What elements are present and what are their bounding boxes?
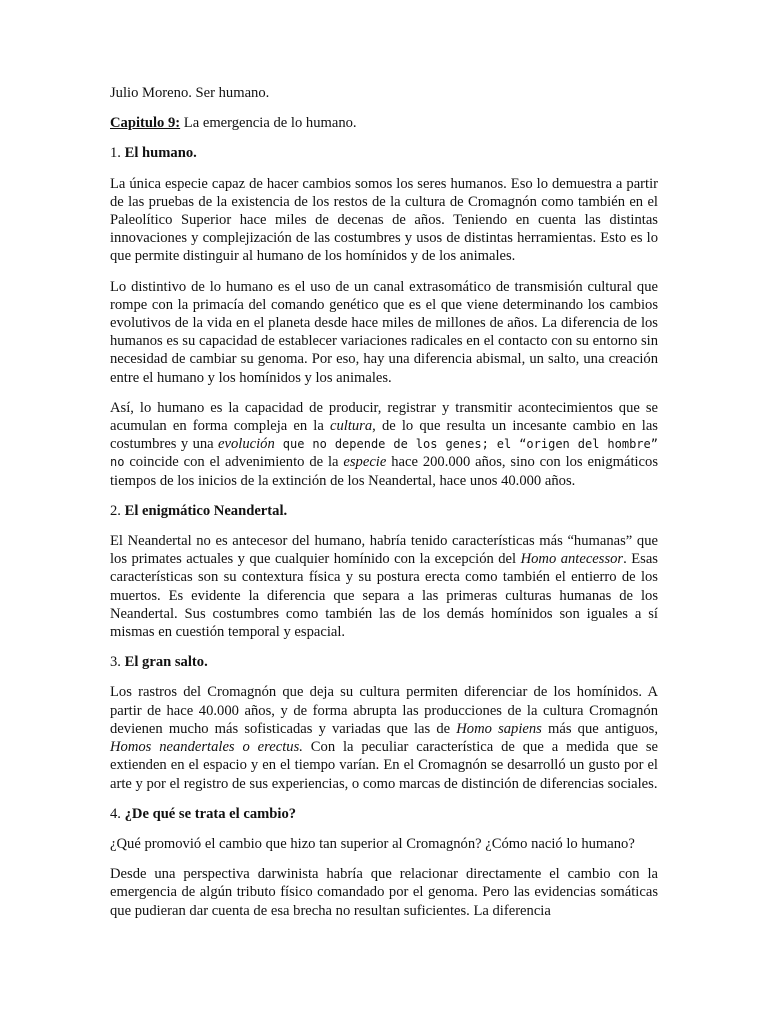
section-number-4: 4. (110, 805, 121, 822)
text-run: más que antiguos, (541, 720, 658, 737)
section-number-1: 1. (110, 145, 121, 162)
section-4-paragraph-1: ¿Qué promovió el cambio que hizo tan superior al Cromagnón? ¿Cómo nació lo humano? (110, 835, 635, 852)
chapter-label: Capitulo 9: (110, 115, 181, 132)
text-run: . Esas características son su contextura física y su postura erecta como también el entierro de los muertos. Es evidente la diferencia que separa a las primeras culturas humanas de los Neandertal. Sus costumbres como también las de los demás homínidos son iguales a sí mismas en cuestión temporal y espacial. (110, 551, 658, 641)
text-run: Los rastros del Cromagnón que deja su cultura permiten diferenciar de los homínidos. A partir de hace 40.000 años, y de forma abrupta las producciones de la cultura Cromagnón devienen mucho más sofisticadas y variadas que las de (110, 684, 658, 737)
section-1-paragraph-1: La única especie capaz de hacer cambios somos los seres humanos. Eso lo demuestra a partir de las pruebas de la existencia de los restos de la cultura de Cromagnón como también en el Paleolítico Superior hace miles de decenas de años. Teniendo en cuenta las distintas innovaciones y complejización de las costumbres y usos de distintas herramientas. Esto es lo que permite distinguir al humano de los homínidos y de los animales. (110, 175, 658, 265)
italic-term: cultura (329, 418, 373, 435)
section-1-paragraph-3 (110, 399, 658, 490)
italic-term: Homo antecessor (520, 551, 624, 568)
section-title-2: El enigmático Neandertal. (124, 502, 288, 519)
section-heading-2 (110, 502, 658, 520)
text-run: Así, lo humano es la capacidad de producir, registrar y transmitir acontecimientos que se acumulan en forma compleja en la (110, 399, 658, 435)
text-run: , de lo que resulta un incesante cambio en las costumbres y una (110, 418, 658, 453)
section-heading-4 (110, 805, 658, 823)
section-title-1: El humano. (124, 145, 197, 162)
text-run: El Neandertal no es antecesor del humano, habría tenido características más “humanas” que los primates actuales y que cualquier homínido con la excepción del (110, 533, 658, 568)
section-3-paragraph-1 (110, 683, 658, 792)
text-run: hace 200.000 años, sino con los enigmáticos tiempos de los inicios de la extinción de los Neandertal, hace unos 40.000 años. (110, 454, 659, 489)
section-heading-1 (110, 144, 658, 162)
chapter-title: La emergencia de lo humano. (183, 115, 357, 132)
chapter-heading (110, 114, 658, 132)
italic-term: evolución (218, 436, 275, 453)
section-heading-3 (110, 653, 658, 671)
section-1-paragraph-2: Lo distintivo de lo humano es el uso de un canal extrasomático de transmisión cultural que rompe con la primacía del comando genético que es el que viene determinando los cambios evolutivos de la vida en el planeta desde hace miles de millones de años. La diferencia de los humanos es su capacidad de establecer variaciones radicales en el contacto con su entorno sin necesidad de cambiar su genoma. Por eso, hay una diferencia abismal, un salto, una creación entre el humano y los homínidos y los animales. (110, 278, 658, 386)
section-title-4: ¿De qué se trata el cambio? (124, 805, 297, 822)
section-title-3: El gran salto. (124, 654, 208, 671)
section-2-paragraph-1 (110, 532, 658, 641)
author-line: Julio Moreno. Ser humano. (110, 85, 270, 101)
text-run: Con la peculiar característica de que a medida que se extienden en el espacio y en el tiempo varían. En el Cromagnón se desarrolló un gusto por el arte y por el registro de sus experiencias, o como marcas de distinción de diferencias sociales. (110, 739, 658, 792)
text-run: coincide con el advenimiento de la (124, 454, 344, 471)
italic-term: Homo sapiens (456, 720, 542, 737)
italic-term: especie (343, 454, 387, 471)
section-number-2: 2. (110, 502, 121, 519)
italic-term: Homos neandertales o erectus. (110, 739, 303, 756)
section-number-3: 3. (110, 654, 121, 671)
section-4-paragraph-2: Desde una perspectiva darwinista habría que relacionar directamente el cambio con la emergencia de algún tributo físico comandado por el genoma. Pero las evidencias somáticas que pudieran dar cuenta de esa brecha no resultan suficientes. La diferencia (110, 866, 658, 919)
monospace-run: que no depende de los genes; el “origen del hombre” no (110, 437, 658, 470)
